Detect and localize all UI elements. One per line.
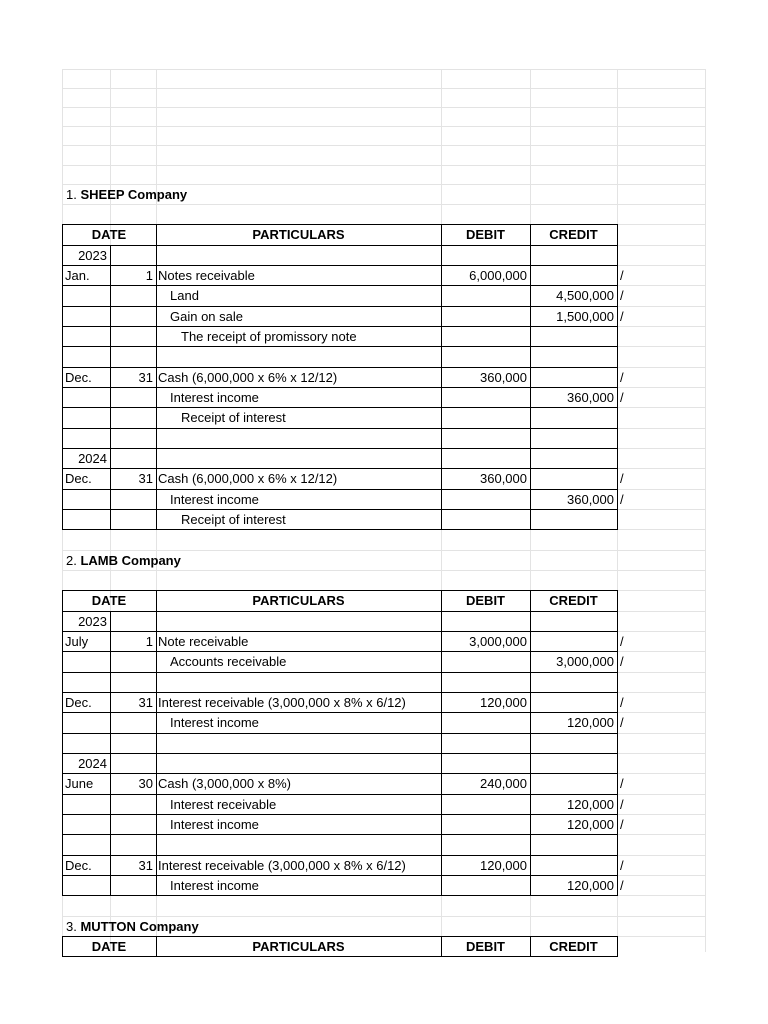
header-credit: CREDIT <box>549 939 598 955</box>
section-heading <box>66 918 366 936</box>
entry-credit: 120,000 <box>567 715 614 731</box>
entry-particulars: Interest income <box>170 491 259 507</box>
table-border <box>62 428 618 429</box>
check-mark: / <box>620 695 624 711</box>
table-border <box>62 814 618 815</box>
table-border <box>441 936 442 957</box>
check-mark: / <box>620 776 624 792</box>
entry-particulars: Land <box>170 288 199 304</box>
table-border <box>110 956 111 957</box>
table-border <box>62 956 618 957</box>
entry-credit: 1,500,000 <box>556 308 614 324</box>
check-mark: / <box>620 654 624 670</box>
entry-day: 31 <box>138 471 153 487</box>
table-border <box>62 936 63 957</box>
entry-particulars: Cash (6,000,000 x 6% x 12/12) <box>158 369 338 385</box>
entry-particulars: Interest income <box>170 878 259 894</box>
entry-particulars: Interest income <box>170 715 259 731</box>
table-border <box>62 590 618 591</box>
entry-day: 31 <box>138 369 153 385</box>
table-border <box>441 590 442 896</box>
check-mark: / <box>620 878 624 894</box>
table-border <box>62 590 63 896</box>
header-particulars: PARTICULARS <box>252 227 345 243</box>
entry-particulars: Receipt of interest <box>181 410 286 426</box>
entry-credit: 120,000 <box>567 817 614 833</box>
entry-debit: 240,000 <box>480 776 527 792</box>
gridline-horizontal <box>62 204 705 205</box>
table-border <box>62 753 618 754</box>
table-border <box>110 611 111 897</box>
table-border <box>62 895 618 896</box>
company-name: LAMB Company <box>80 552 181 568</box>
entry-credit: 4,500,000 <box>556 288 614 304</box>
entry-month: July <box>65 634 89 650</box>
entry-month: Dec. <box>65 369 92 385</box>
table-border <box>156 590 157 896</box>
entry-credit: 360,000 <box>567 390 614 406</box>
table-border <box>617 936 618 957</box>
entry-day: 1 <box>145 634 153 650</box>
entry-particulars: Accounts receivable <box>170 654 287 670</box>
header-credit: CREDIT <box>549 227 598 243</box>
table-border <box>441 224 442 530</box>
entry-debit: 120,000 <box>480 695 527 711</box>
table-border <box>62 326 618 327</box>
entry-particulars: Notes receivable <box>158 268 255 284</box>
section-heading <box>66 552 366 570</box>
table-border <box>62 712 618 713</box>
header-particulars: PARTICULARS <box>252 593 345 609</box>
entry-month: Dec. <box>65 857 92 873</box>
entry-credit: 120,000 <box>567 878 614 894</box>
table-border <box>62 672 618 673</box>
entry-day: 31 <box>138 695 153 711</box>
entry-month: Dec. <box>65 471 92 487</box>
gridline-horizontal <box>62 570 705 571</box>
gridline-horizontal <box>62 916 705 917</box>
table-border <box>62 387 618 388</box>
entry-particulars: Cash (6,000,000 x 6% x 12/12) <box>158 471 338 487</box>
entry-month: June <box>65 776 94 792</box>
table-border <box>156 224 157 530</box>
entry-year: 2023 <box>78 613 107 629</box>
gridline-horizontal <box>62 184 705 185</box>
table-border <box>62 855 618 856</box>
entry-credit: 360,000 <box>567 491 614 507</box>
header-date: DATE <box>91 227 127 243</box>
check-mark: / <box>620 268 624 284</box>
entry-particulars: Receipt of interest <box>181 512 286 528</box>
check-mark: / <box>620 491 624 507</box>
table-border <box>62 651 618 652</box>
table-border <box>62 773 618 774</box>
section-number: 1. <box>66 187 77 202</box>
table-border <box>617 590 618 896</box>
entry-year: 2023 <box>78 247 107 263</box>
section-heading <box>66 186 366 204</box>
check-mark: / <box>620 796 624 812</box>
entry-day: 31 <box>138 857 153 873</box>
gridline-horizontal <box>62 145 705 146</box>
entry-particulars: The receipt of promissory note <box>181 329 357 345</box>
table-border <box>62 468 618 469</box>
table-border <box>62 611 618 612</box>
table-border <box>62 367 618 368</box>
table-border <box>62 285 618 286</box>
check-mark: / <box>620 715 624 731</box>
entry-day: 1 <box>145 268 153 284</box>
table-border <box>62 692 618 693</box>
table-border <box>62 509 618 510</box>
company-name: MUTTON Company <box>80 918 199 934</box>
entry-month: Jan. <box>65 268 90 284</box>
table-border <box>62 245 618 246</box>
table-border <box>62 346 618 347</box>
header-date: DATE <box>91 939 127 955</box>
gridline-vertical <box>705 69 706 952</box>
section-number: 3. <box>66 918 77 934</box>
check-mark: / <box>620 369 624 385</box>
check-mark: / <box>620 471 624 487</box>
entry-particulars: Interest income <box>170 390 259 406</box>
table-border <box>530 224 531 530</box>
entry-day: 30 <box>138 776 153 792</box>
table-border <box>62 407 618 408</box>
table-border <box>156 936 157 957</box>
gridline-horizontal <box>62 88 705 89</box>
entry-particulars: Cash (3,000,000 x 8%) <box>158 776 291 792</box>
check-mark: / <box>620 634 624 650</box>
entry-credit: 3,000,000 <box>556 654 614 670</box>
check-mark: / <box>620 817 624 833</box>
entry-particulars: Interest income <box>170 817 259 833</box>
entry-year: 2024 <box>78 451 107 467</box>
entry-particulars: Note receivable <box>158 634 249 650</box>
entry-debit: 360,000 <box>480 471 527 487</box>
entry-credit: 120,000 <box>567 796 614 812</box>
entry-particulars: Interest receivable <box>170 796 277 812</box>
entry-debit: 360,000 <box>480 369 527 385</box>
entry-month: Dec. <box>65 695 92 711</box>
table-border <box>110 245 111 531</box>
header-credit: CREDIT <box>549 593 598 609</box>
table-border <box>62 448 618 449</box>
gridline-horizontal <box>62 165 705 166</box>
entry-debit: 6,000,000 <box>469 268 527 284</box>
table-border <box>62 224 618 225</box>
gridline-horizontal <box>62 550 705 551</box>
table-border <box>62 529 618 530</box>
gridline-horizontal <box>62 126 705 127</box>
table-border <box>62 631 618 632</box>
company-name: SHEEP Company <box>80 187 188 202</box>
table-border <box>62 834 618 835</box>
table-border <box>62 489 618 490</box>
section-number: 2. <box>66 552 77 568</box>
header-debit: DEBIT <box>466 939 505 955</box>
page-title <box>66 147 366 165</box>
gridline-horizontal <box>62 69 705 70</box>
table-border <box>62 224 63 530</box>
table-border <box>62 875 618 876</box>
entry-debit: 3,000,000 <box>469 634 527 650</box>
table-border <box>530 936 531 957</box>
header-debit: DEBIT <box>466 227 505 243</box>
table-border <box>62 265 618 266</box>
check-mark: / <box>620 390 624 406</box>
check-mark: / <box>620 288 624 304</box>
check-mark: / <box>620 308 624 324</box>
table-border <box>62 733 618 734</box>
table-border <box>62 306 618 307</box>
entry-debit: 120,000 <box>480 857 527 873</box>
entry-particulars: Interest receivable (3,000,000 x 8% x 6/12) <box>158 857 406 873</box>
gridline-horizontal <box>62 107 705 108</box>
header-debit: DEBIT <box>466 593 505 609</box>
table-border <box>617 224 618 530</box>
table-border <box>62 936 618 937</box>
check-mark: / <box>620 857 624 873</box>
table-border <box>530 590 531 896</box>
header-particulars: PARTICULARS <box>252 939 345 955</box>
table-border <box>62 794 618 795</box>
entry-year: 2024 <box>78 756 107 772</box>
header-date: DATE <box>91 593 127 609</box>
entry-particulars: Interest receivable (3,000,000 x 8% x 6/12) <box>158 695 406 711</box>
entry-particulars: Gain on sale <box>170 308 243 324</box>
